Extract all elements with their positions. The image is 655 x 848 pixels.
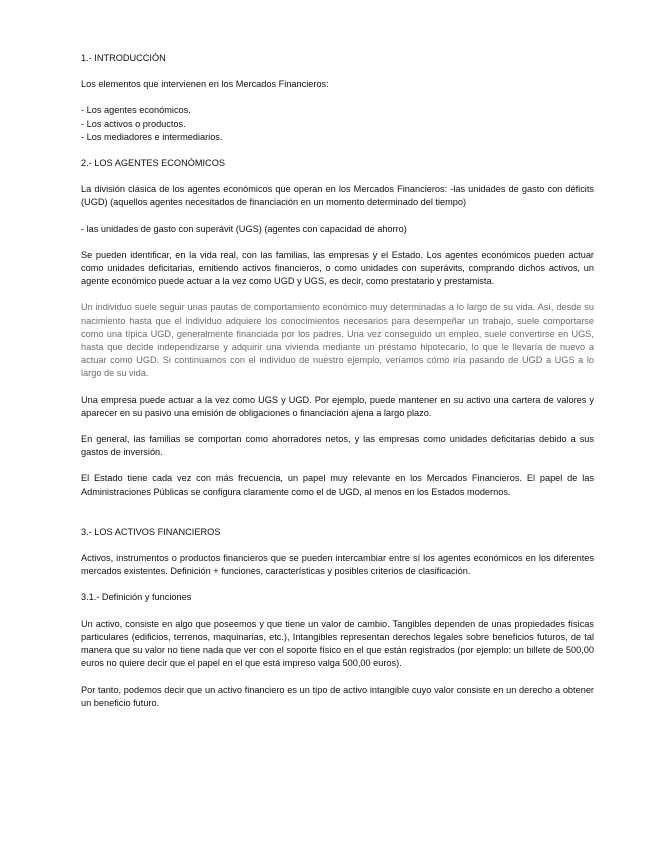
intro-lead-paragraph: Los elementos que intervienen en los Mercados Financieros: xyxy=(81,79,329,90)
list-item: - Los agentes económicos. xyxy=(81,105,191,116)
agents-paragraph-2: - las unidades de gasto con superávit (UGS) (agentes con capacidad de ahorro) xyxy=(81,223,407,234)
agents-paragraph-7: El Estado tiene cada vez con más frecuencia, un papel muy relevante en los Mercados Financieros. El papel de las Administraciones Públicas se configura claramente como el de UGD, al menos en los Estados modernos. xyxy=(81,473,594,497)
section-heading-activos: 3.- LOS ACTIVOS FINANCIEROS xyxy=(81,526,221,537)
agents-paragraph-1: La división clásica de los agentes económicos que operan en los Mercados Financieros: -las unidades de gasto con déficits (UGD) (aquellos agentes necesitados de financiación en un momento determinado del tiempo) xyxy=(81,184,594,208)
section-heading-agentes: 2.- LOS AGENTES ECONÓMICOS xyxy=(81,158,225,169)
list-item: - Los mediadores e intermediarios. xyxy=(81,131,223,142)
subsection-heading-definicion: 3.1.- Definición y funciones xyxy=(81,592,192,603)
assets-paragraph-2: Un activo, consiste en algo que poseemos y que tiene un valor de cambio. Tangibles dependen de unas propiedades físicas particulares (edificios, terrenos, maquinarias, etc.), Intangibles representan derechos legales sobre beneficios futuros, de tal manera que su valor no tiene nada que ver con el soporte físico en el que están registrados (por ejemplo: un billete de 500,00 euros no quiere decir que el papel en el que está impreso valga 500,00 euros). xyxy=(81,618,594,669)
assets-paragraph-1: Activos, instrumentos o productos financieros que se pueden intercambiar entre sí los agentes económicos en los diferentes mercados existentes. Definición + funciones, características y posibles criterios de clasificación. xyxy=(81,553,594,577)
agents-paragraph-4: Un individuo suele seguir unas pautas de comportamiento económico muy determinadas a lo largo de su vida. Así, desde su nacimiento hasta que el individuo adquiere los conocimientos necesarios para desempeñar un trabajo, suele comportarse como una típica UGD, generalmente financiada por los padres. Una vez conseguido un empleo, suele convertirse en UGS, hasta que decide independizarse y adquirir una vivienda mediante un préstamo hipotecario, lo que le llevaría de nuevo a actuar como UGD. Si continuamos con el individuo de nuestro ejemplo, veríamos cómo iría pasando de UGD a UGS a lo largo de su vida. xyxy=(81,302,594,379)
agents-paragraph-6: En general, las familias se comportan como ahorradores netos, y las empresas como unidades deficitarias debido a sus gastos de inversión. xyxy=(81,434,594,458)
agents-paragraph-5: Una empresa puede actuar a la vez como UGS y UGD. Por ejemplo, puede mantener en su activo una cartera de valores y aparecer en su pasivo una emisión de obligaciones o financiación ajena a largo plazo. xyxy=(81,394,594,418)
document-page xyxy=(81,52,594,710)
list-item: - Los activos o productos. xyxy=(81,118,186,129)
section-heading-introduccion: 1.- INTRODUCCIÓN xyxy=(81,53,166,63)
agents-paragraph-3: Se pueden identificar, en la vida real, con las familias, las empresas y el Estado. Los agentes económicos pueden actuar como unidades deficitarias, emitiendo activos financieros, o como unidades con superávits, comprando dichos activos, un agente económico puede actuar a la vez como UGD y UGS, es decir, como prestatario y prestamista. xyxy=(81,249,594,287)
intro-elements-list xyxy=(81,104,594,144)
assets-paragraph-3: Por tanto, podemos decir que un activo financiero es un tipo de activo intangible cuyo valor consiste en un derecho a obtener un beneficio futuro. xyxy=(81,684,594,708)
